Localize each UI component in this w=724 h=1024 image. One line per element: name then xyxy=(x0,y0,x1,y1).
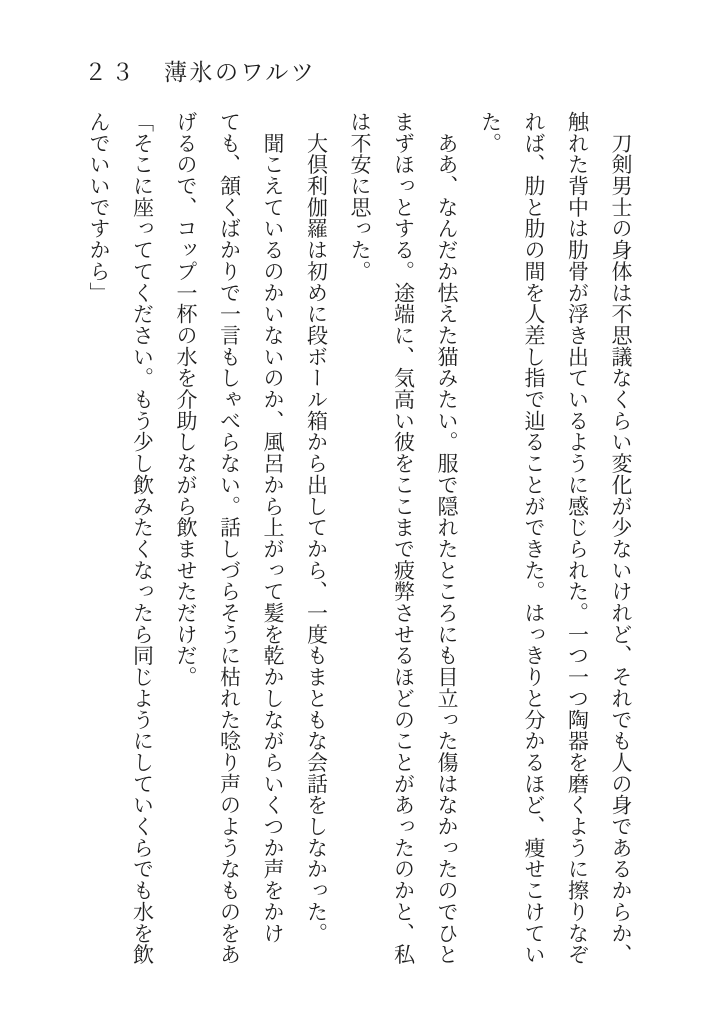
body-text xyxy=(77,111,643,969)
page-number: ２３ xyxy=(84,60,138,85)
text-line: 触れた背中は肋骨が浮き出ているように感じられた。一つ一つ陶器を磨くように擦りなぞ xyxy=(565,111,590,965)
page-header xyxy=(84,54,316,87)
text-line: 大倶利伽羅は初めに段ボール箱から出してから、一度もまともな会話をしなかった。 xyxy=(304,111,329,944)
text-line: は不安に思った。 xyxy=(348,111,372,282)
text-line: 聞こえているのかいないのか、風呂から上がって髪を乾かしながらいくつか声をかけ xyxy=(261,111,285,944)
running-title: 薄氷のワルツ xyxy=(164,60,317,85)
text-line: まずほっとする。途端に、気高い彼をここまで疲弊させるほどのことがあったのかと、私 xyxy=(391,111,416,965)
text-line: 「そこに座っててください。もう少し飲みたくなったら同じようにしていくらでも水を飲 xyxy=(130,111,155,965)
text-line: ても、頷くばかりで一言もしゃべらない。話しづらそうに枯れた唸り声のようなものをあ xyxy=(217,111,242,965)
text-line: れば、肋と肋の間を人差し指で辿ることができた。はっきりと分かるほど、痩せこけてい xyxy=(522,111,546,965)
text-line: た。 xyxy=(478,111,503,154)
text-line: 刀剣男士の身体は不思議なくらい変化が少ないけれど、それでも人の身であるからか、 xyxy=(609,111,633,965)
text-line: げるので、コップ一杯の水を介助しながら飲ませただけだ。 xyxy=(174,111,198,688)
text-line: ああ、なんだか怯えた猫みたい。服で隠れたところにも目立った傷はなかったのでひと xyxy=(435,111,459,965)
text-line: んでいいですから」 xyxy=(87,111,111,304)
